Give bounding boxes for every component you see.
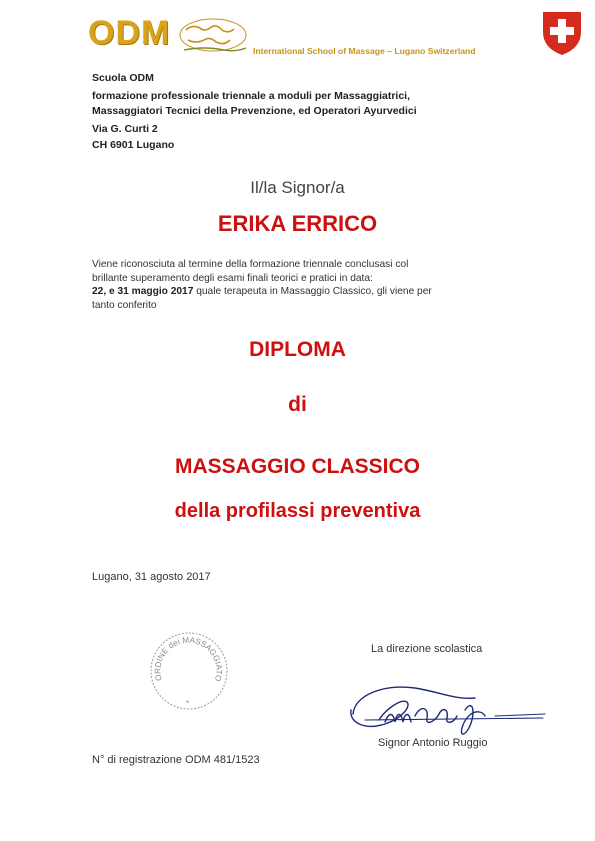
swiss-cross-shield-icon — [541, 10, 583, 56]
registration-number: N° di registrazione ODM 481/1523 — [92, 754, 260, 766]
diploma-title: DIPLOMA — [249, 338, 346, 361]
handwritten-signature — [345, 680, 550, 742]
school-description-line: Massaggiatori Tecnici della Prevenzione, ed Operatori Ayurvedici — [92, 105, 417, 117]
place-and-date: Lugano, 31 agosto 2017 — [92, 571, 211, 583]
diploma-subtitle: della profilassi preventiva — [174, 500, 421, 522]
salutation: Il/la Signor/a — [250, 178, 345, 197]
diploma-connector: di — [288, 393, 307, 416]
school-address-city: CH 6901 Lugano — [92, 139, 175, 151]
school-address-street: Via G. Curti 2 — [92, 123, 158, 135]
school-stamp — [148, 630, 230, 712]
body-line: Viene riconosciuta al termine della formazione triennale conclusasi col — [92, 259, 409, 270]
body-line: tanto conferito — [92, 299, 157, 311]
school-description-line: formazione professionale triennale a moduli per Massaggiatrici, — [92, 90, 410, 102]
world-map-icon — [178, 16, 248, 54]
signer-name: Signor Antonio Ruggio — [378, 737, 488, 749]
direction-label: La direzione scolastica — [371, 643, 483, 655]
body-line: brillante superamento degli esami finali teorici e pratici in data: — [92, 272, 373, 284]
diploma-subject: MASSAGGIO CLASSICO — [174, 455, 421, 478]
body-line-rest: quale terapeuta in Massaggio Classico, gli viene per — [193, 286, 432, 297]
school-name: Scuola ODM — [92, 72, 154, 84]
logo-tagline: International School of Massage – Lugano Switzerland — [253, 46, 476, 56]
svg-text:*: * — [186, 699, 190, 708]
recipient-name: ERIKA ERRICO — [217, 211, 378, 236]
school-description — [92, 89, 417, 119]
body-line — [92, 285, 492, 299]
svg-text:ORDINE dei MASSAGGIATORI: ORDINE dei MASSAGGIATO — [153, 635, 224, 683]
exam-dates: 22, e 31 maggio 2017 — [92, 286, 194, 297]
certificate-body-text — [92, 258, 492, 312]
school-logo — [88, 10, 508, 60]
logo-wordmark: ODM — [88, 14, 171, 52]
